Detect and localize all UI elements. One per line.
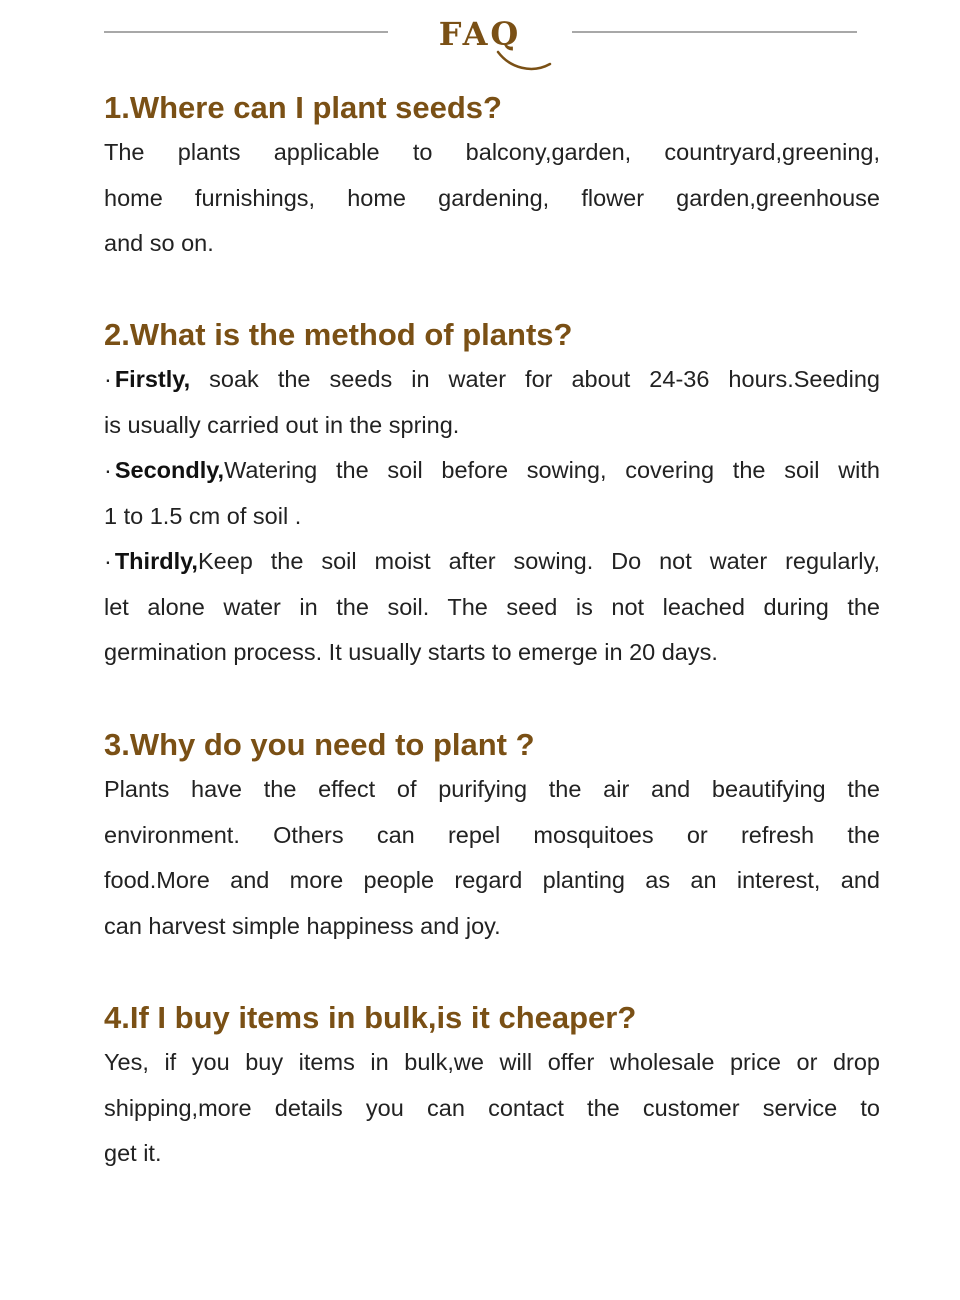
bullet-line <box>104 448 880 494</box>
header-rule-left <box>104 31 388 33</box>
bullet-continuation: is usually carried out in the spring. <box>104 411 460 438</box>
faq-section-2 <box>104 313 880 676</box>
answer-line: environment. Others can repel mosquitoes or refresh the <box>104 821 880 848</box>
faq-section-1 <box>104 86 880 267</box>
faq-section-3 <box>104 723 880 949</box>
answer-line: can harvest simple happiness and joy. <box>104 912 501 939</box>
bullet-lead: Thirdly, <box>114 548 198 574</box>
bullet-text: Watering the soil before sowing, covering the soil with <box>224 457 880 483</box>
answer-line: food.More and more people regard planting as an interest, and <box>104 867 880 893</box>
bullet-text: soak the seeds in water for about 24-36 hours.Seeding <box>190 366 880 392</box>
faq-swash-ornament <box>480 32 560 72</box>
bullet-continuation: 1 to 1.5 cm of soil . <box>104 502 302 529</box>
faq-question-3: 3.Why do you need to plant ? <box>104 727 535 762</box>
bullet-dot-icon: · <box>104 366 112 392</box>
faq-question-1: 1.Where can I plant seeds? <box>104 90 502 125</box>
faq-title: FAQ <box>438 15 522 53</box>
answer-line: Yes, if you buy items in bulk,we will offer wholesale price or drop <box>104 1049 880 1075</box>
bullet-lead: Secondly, <box>114 457 225 483</box>
faq-question-2: 2.What is the method of plants? <box>104 317 573 352</box>
answer-line: and so on. <box>104 230 214 256</box>
answer-line: home furnishings, home gardening, flower garden,greenhouse <box>104 184 880 211</box>
bullet-text: Keep the soil moist after sowing. Do not water regularly, <box>197 548 880 574</box>
bullet-dot-icon: · <box>104 548 112 574</box>
answer-line: get it. <box>104 1140 162 1166</box>
bullet-continuation: let alone water in the soil. The seed is not leached during the <box>104 593 880 620</box>
header-rule-right <box>572 31 857 33</box>
answer-line: The plants applicable to balcony,garden, countryard,greening, <box>104 139 880 165</box>
answer-line: Plants have the effect of purifying the air and beautifying the <box>104 776 880 802</box>
bullet-line <box>104 539 880 585</box>
answer-line: shipping,more details you can contact the customer service to <box>104 1094 880 1121</box>
bullet-lead: Firstly, <box>114 366 191 392</box>
faq-header <box>0 14 960 74</box>
faq-section-4 <box>104 996 880 1177</box>
bullet-line <box>104 357 880 403</box>
faq-question-4: 4.If I buy items in bulk,is it cheaper? <box>104 1000 637 1035</box>
bullet-continuation: germination process. It usually starts to emerge in 20 days. <box>104 639 718 665</box>
bullet-dot-icon: · <box>104 457 112 483</box>
